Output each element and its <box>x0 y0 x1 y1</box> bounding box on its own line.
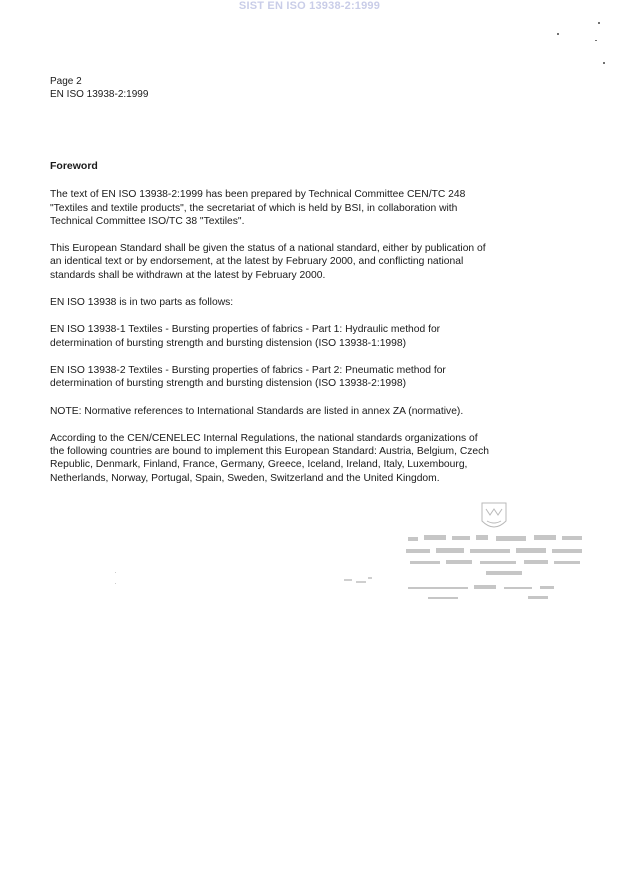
text-line: an identical text or by endorsement, at the latest by February 2000, and conflicting national <box>50 256 464 268</box>
text-line: the following countries are bound to implement this European Standard: Austria, Belgium, Czech <box>50 446 490 458</box>
foreword-paragraph-4 <box>50 432 570 485</box>
scan-speck <box>603 62 605 64</box>
part-2-entry <box>50 364 570 391</box>
official-stamp-icon <box>400 495 590 610</box>
scan-speck <box>115 572 116 573</box>
foreword-section <box>50 160 570 499</box>
watermark: SIST EN ISO 13938-2:1999 <box>238 0 381 12</box>
scan-speck <box>595 40 597 41</box>
page-header <box>50 75 148 101</box>
text-line: Technical Committee ISO/TC 38 "Textiles". <box>50 215 245 227</box>
text-line: determination of bursting strength and bursting distension (ISO 13938-1:1998) <box>50 337 407 349</box>
text-line: Republic, Denmark, Finland, France, Germany, Greece, Iceland, Ireland, Italy, Luxembourg, <box>50 459 468 471</box>
text-line: "Textiles and textile products", the secretariat of which is held by BSI, in collaboration with <box>50 202 458 214</box>
text-line: EN ISO 13938-1 Textiles - Bursting properties of fabrics - Part 1: Hydraulic method for <box>50 324 441 336</box>
parts-intro: EN ISO 13938 is in two parts as follows: <box>50 297 234 309</box>
text-line: EN ISO 13938-2 Textiles - Bursting properties of fabrics - Part 2: Pneumatic method for <box>50 364 446 376</box>
text-line: Netherlands, Norway, Portugal, Spain, Sweden, Switzerland and the United Kingdom. <box>50 472 440 484</box>
text-line: According to the CEN/CENELEC Internal Regulations, the national standards organizations of <box>50 432 478 444</box>
normative-note: NOTE: Normative references to International Standards are listed in annex ZA (normative). <box>50 405 464 417</box>
text-line: standards shall be withdrawn at the latest by February 2000. <box>50 269 326 281</box>
scan-speck <box>115 583 116 584</box>
document-id: EN ISO 13938-2:1999 <box>50 89 149 100</box>
foreword-paragraph-1 <box>50 188 570 228</box>
foreword-paragraph-2 <box>50 242 570 282</box>
text-line: determination of bursting strength and bursting distension (ISO 13938-2:1998) <box>50 378 407 390</box>
scan-speck <box>557 33 559 35</box>
scan-speck <box>598 22 600 24</box>
foreword-heading: Foreword <box>50 160 98 172</box>
text-line: This European Standard shall be given the status of a national standard, either by publication of <box>50 243 486 255</box>
page-number: Page 2 <box>50 76 82 87</box>
text-line: The text of EN ISO 13938-2:1999 has been prepared by Technical Committee CEN/TC 248 <box>50 189 466 201</box>
scan-smudge-icon <box>340 575 380 587</box>
part-1-entry <box>50 323 570 350</box>
